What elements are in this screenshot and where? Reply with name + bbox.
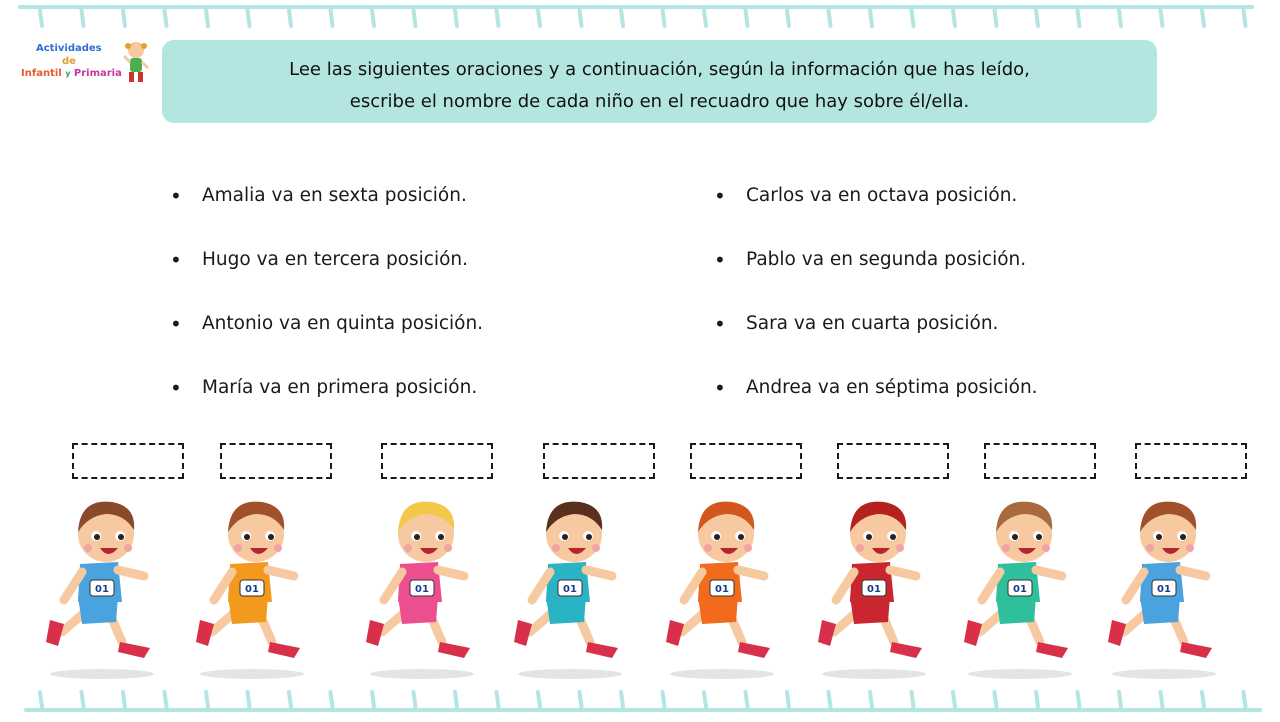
answer-box-6[interactable] (837, 443, 949, 479)
logo-text-line1: Actividades (36, 43, 102, 54)
sentence-item (714, 242, 1038, 306)
sentence-item (170, 242, 483, 306)
answer-box-2[interactable] (220, 443, 332, 479)
sentence-item (714, 370, 1038, 434)
sentence-item (714, 306, 1038, 370)
sentence-text: María va en primera posición. (202, 377, 478, 398)
sentence-list-right (714, 178, 1038, 434)
sentence-item (170, 178, 483, 242)
bullet-icon: • (170, 376, 182, 400)
top-border-decoration (0, 0, 1280, 40)
sentence-list-left (170, 178, 483, 434)
site-logo (18, 38, 153, 86)
bullet-icon: • (170, 248, 182, 272)
answer-box-8[interactable] (1135, 443, 1247, 479)
svg-text:01: 01 (1157, 584, 1171, 595)
svg-text:01: 01 (563, 584, 577, 595)
runner-child-3 (360, 492, 490, 682)
logo-text-line3: Infantil y Primaria (21, 68, 122, 79)
answer-box-1[interactable] (72, 443, 184, 479)
bullet-icon: • (714, 184, 726, 208)
sentence-text: Hugo va en tercera posición. (202, 249, 469, 270)
answer-box-4[interactable] (543, 443, 655, 479)
sentence-text: Pablo va en segunda posición. (746, 249, 1027, 270)
answer-box-3[interactable] (381, 443, 493, 479)
logo-text-line2: de (62, 56, 76, 67)
sentence-text: Antonio va en quinta posición. (202, 313, 484, 334)
bullet-icon: • (170, 184, 182, 208)
svg-text:01: 01 (415, 584, 429, 595)
bullet-icon: • (714, 376, 726, 400)
runner-child-6 (812, 492, 942, 682)
bottom-border-decoration (0, 682, 1280, 722)
runner-child-7 (958, 492, 1088, 682)
runner-child-4 (508, 492, 638, 682)
svg-text:01: 01 (95, 584, 109, 595)
runner-child-8 (1102, 492, 1232, 682)
svg-text:01: 01 (1013, 584, 1027, 595)
sentence-text: Sara va en cuarta posición. (746, 313, 999, 334)
answer-box-7[interactable] (984, 443, 1096, 479)
runner-child-2 (190, 492, 320, 682)
sentence-text: Amalia va en sexta posición. (202, 185, 467, 206)
sentence-text: Andrea va en séptima posición. (746, 377, 1038, 398)
svg-text:01: 01 (867, 584, 881, 595)
sentence-text: Carlos va en octava posición. (746, 185, 1018, 206)
svg-text:01: 01 (245, 584, 259, 595)
instructions-banner (162, 40, 1157, 123)
instructions-line1: Lee las siguientes oraciones y a continuación, según la información que has leído, (289, 59, 1030, 80)
svg-text:01: 01 (715, 584, 729, 595)
bullet-icon: • (714, 312, 726, 336)
logo-kid-icon (121, 40, 151, 84)
sentence-item (714, 178, 1038, 242)
sentence-item (170, 370, 483, 434)
answer-box-5[interactable] (690, 443, 802, 479)
bullet-icon: • (714, 248, 726, 272)
runner-child-1 (40, 492, 170, 682)
instructions-line2: escribe el nombre de cada niño en el recuadro que hay sobre él/ella. (349, 91, 970, 112)
sentence-item (170, 306, 483, 370)
bullet-icon: • (170, 312, 182, 336)
runner-child-5 (660, 492, 790, 682)
